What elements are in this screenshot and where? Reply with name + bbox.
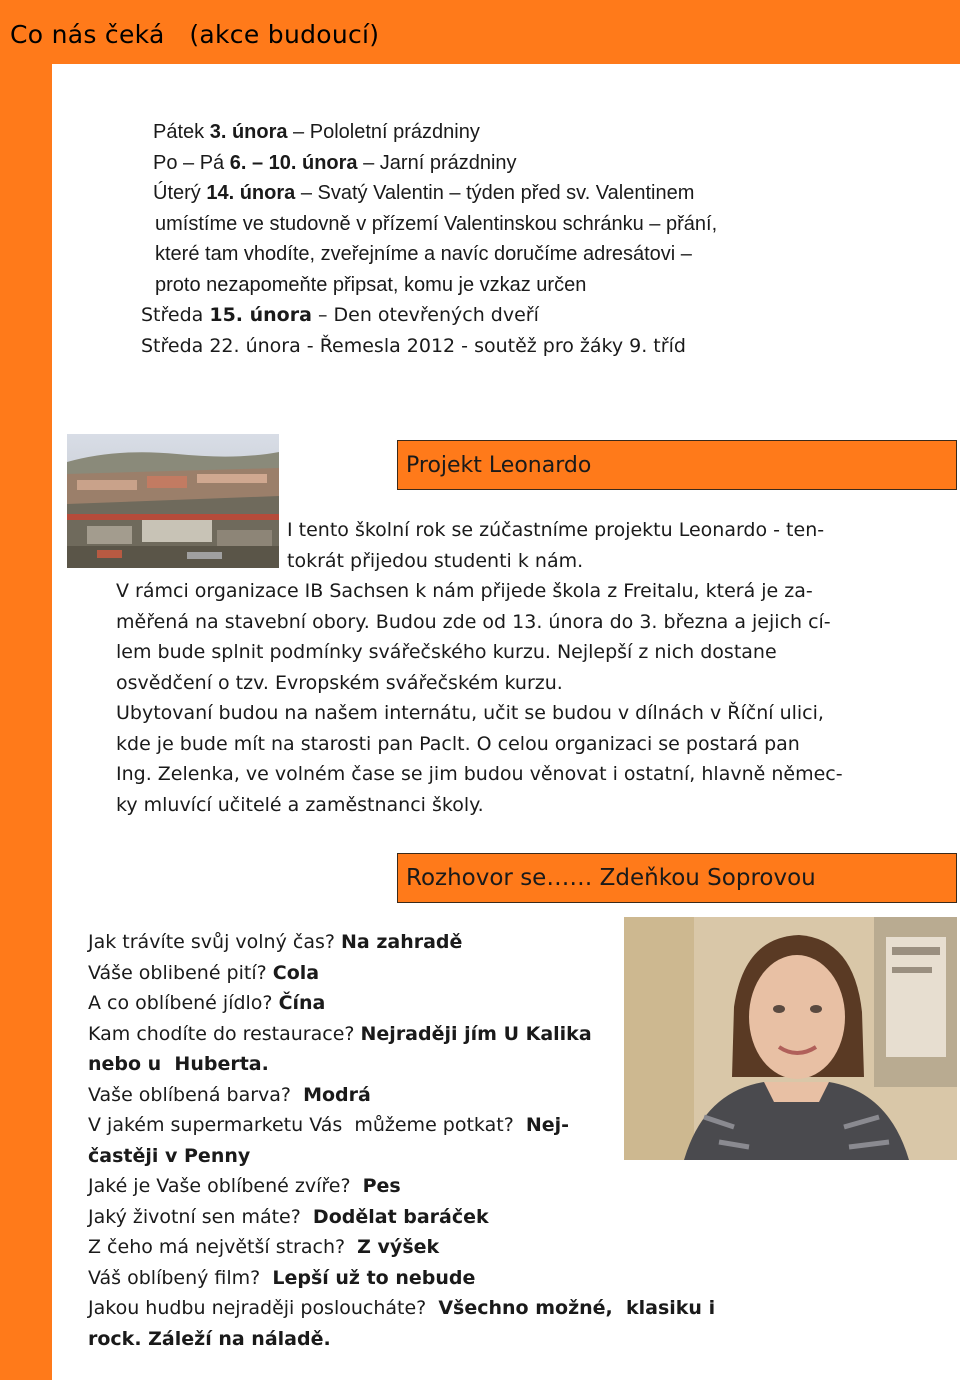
upcoming-events-list — [141, 117, 853, 361]
paragraph-line: osvědčení o tzv. Evropském svářečském kurzu. — [116, 671, 563, 694]
answer: Dodělat baráček — [312, 1205, 489, 1228]
interview-qa — [88, 927, 768, 1354]
page-title: Co nás čeká (akce budoucí) — [10, 20, 380, 49]
qa-line — [88, 927, 768, 958]
answer: Pes — [362, 1175, 401, 1197]
question: Váše oblibené pití? — [88, 961, 273, 984]
qa-line — [88, 958, 768, 989]
qa-line — [88, 988, 768, 1019]
answer: Čína — [278, 992, 326, 1014]
answer: nebo u Huberta. — [88, 1053, 269, 1075]
qa-line — [88, 1019, 768, 1050]
qa-line — [88, 1171, 768, 1202]
event-detail: umístíme ve studovně v přízemí Valentinskou schránku – přání, — [155, 212, 718, 235]
question: Vaše oblíbená barva? — [88, 1083, 304, 1106]
answer: Nej- — [525, 1114, 570, 1136]
paragraph-line: lem bude splnit podmínky svářečského kurzu. Nejlepší z nich dostane — [116, 641, 777, 663]
question: A co oblíbené jídlo? — [88, 992, 279, 1014]
answer: Z výšek — [357, 1236, 440, 1258]
qa-line — [88, 1080, 768, 1111]
answer: Všechno možné, klasiku i — [438, 1297, 716, 1319]
event-detail: proto nezapomeňte připsat, komu je vzkaz určen — [155, 273, 587, 296]
paragraph-line: V rámci organizace IB Sachsen k nám přijede škola z Freitalu, která je za- — [116, 580, 813, 602]
paragraph-line: Ubytovaní budou na našem internátu, učit se budou v dílnách v Říční ulici, — [116, 702, 824, 724]
city-panorama-photo — [67, 434, 279, 568]
event-item: Pátek 3. února – Pololetní prázdniny — [153, 121, 480, 143]
qa-line — [88, 1110, 768, 1141]
event-detail: které tam vhodíte, zveřejníme a navíc doručíme adresátovi – — [155, 243, 692, 265]
question: Váš oblíbený film? — [88, 1266, 273, 1289]
qa-line — [88, 1202, 768, 1233]
event-item: Středa 22. února - Řemesla 2012 - soutěž pro žáky 9. tříd — [141, 334, 686, 357]
section-heading-projekt-leonardo: Projekt Leonardo — [397, 440, 957, 490]
leonardo-intro — [287, 515, 887, 576]
paragraph-line: kde je bude mít na starosti pan Paclt. O celou organizaci se postará pan — [116, 732, 800, 755]
qa-line — [88, 1232, 768, 1263]
qa-line — [88, 1049, 768, 1080]
qa-line — [88, 1141, 768, 1172]
answer: Cola — [272, 961, 320, 984]
section-heading-rozhovor: Rozhovor se…… Zdeňkou Soprovou — [397, 853, 957, 903]
paragraph-line: měřená na stavební obory. Budou zde od 13. února do 3. března a jejich cí- — [116, 610, 831, 633]
qa-line — [88, 1293, 768, 1324]
question: Jaký životní sen máte? — [88, 1205, 313, 1228]
paragraph-line: tokrát přijedou studenti k nám. — [287, 549, 584, 572]
qa-line — [88, 1324, 768, 1355]
answer: častěji v Penny — [88, 1144, 251, 1167]
paragraph-line: ky mluvící učitelé a zaměstnanci školy. — [116, 793, 484, 816]
answer: Lepší už to nebude — [272, 1266, 476, 1289]
answer: Nejraději jím U Kalika — [360, 1022, 592, 1045]
answer: rock. Záleží na náladě. — [88, 1327, 331, 1350]
answer: Na zahradě — [340, 931, 463, 953]
question: Jak trávíte svůj volný čas? — [88, 931, 341, 953]
question: Z čeho má největší strach? — [88, 1236, 358, 1258]
paragraph-line: Ing. Zelenka, ve volném čase se jim budou věnovat i ostatní, hlavně němec- — [116, 763, 843, 785]
event-item: Úterý 14. února – Svatý Valentin – týden před sv. Valentinem — [153, 182, 695, 204]
question: Jakou hudbu nejraději posloucháte? — [88, 1297, 439, 1319]
qa-line — [88, 1263, 768, 1294]
question: V jakém supermarketu Vás můžeme potkat? — [88, 1114, 526, 1136]
answer: Modrá — [303, 1083, 371, 1106]
orange-side-bar — [0, 0, 52, 1380]
leonardo-body — [116, 576, 876, 820]
question: Jaké je Vaše oblíbené zvíře? — [88, 1175, 363, 1197]
question: Kam chodíte do restaurace? — [88, 1022, 361, 1045]
event-item: Středa 15. února – Den otevřených dveří — [141, 304, 539, 326]
event-item: Po – Pá 6. – 10. února – Jarní prázdniny — [153, 151, 517, 174]
paragraph-line: I tento školní rok se zúčastníme projektu Leonardo - ten- — [287, 519, 825, 541]
